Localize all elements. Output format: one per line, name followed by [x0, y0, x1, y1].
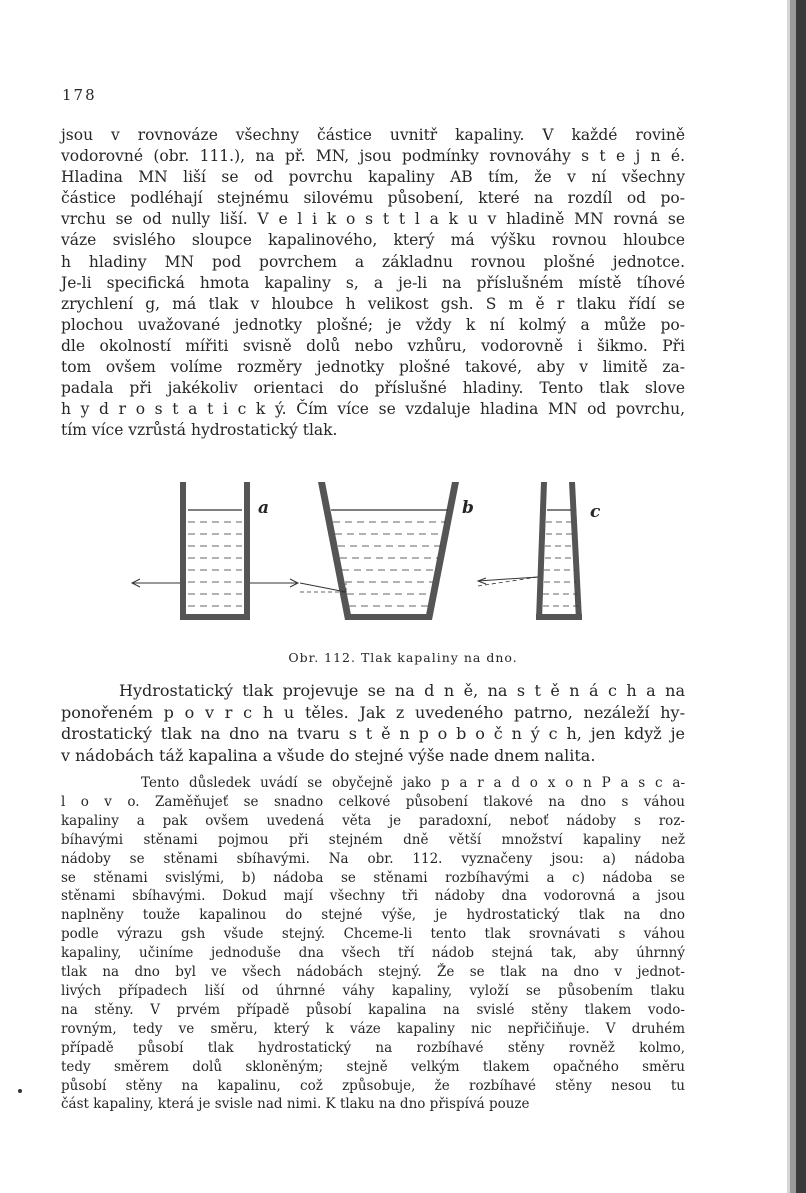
- text-line: kapaliny a pak ovšem uvedená věta je paradoxní, neboť nádoby s roz-: [61, 812, 685, 829]
- text-line: případě působí tlak hydrostatický na rozbíhavé stěny rovněž kolmo,: [61, 1039, 685, 1056]
- text-line: rovným, tedy ve směru, který k váze kapaliny nic nepřičiňuje. V druhém: [61, 1020, 685, 1037]
- text-line: vrchu se od nully liší. V e l i k o s t t l a k u v hladině MN rovná se: [61, 210, 685, 229]
- text-line: h hladiny MN pod povrchem a základnu rovnou plošné jednotce.: [61, 252, 685, 271]
- text-line: nádoby se stěnami sbíhavými. Na obr. 112. vyznačeny jsou: a) nádoba: [61, 850, 685, 867]
- label-c: c: [590, 502, 601, 522]
- text-line: dle okolností mířiti svisně dolů nebo vzhůru, vodorovně i šikmo. Při: [61, 336, 685, 355]
- text-line: na stěny. V prvém případě působí kapalina na svislé stěny tlakem vodo-: [61, 1001, 685, 1018]
- text-line: kapaliny, učiníme jednoduše dna všech tří nádob stejná tak, aby úhrnný: [61, 945, 685, 962]
- text-line: zrychlení g, má tlak v hloubce h velikost gsh. S m ě r tlaku řídí se: [61, 294, 685, 313]
- paragraph-hydrostatic-pressure: [61, 680, 685, 766]
- text-line: naplněny touže kapalinou do stejné výše, je hydrostatický tlak na dno: [61, 907, 685, 924]
- text-line: bíhavými stěnami pojmou při stejném dně větší množství kapaliny než: [61, 831, 685, 848]
- label-b: b: [462, 498, 474, 518]
- text-line: se stěnami svislými, b) nádoba se stěnami rozbíhavými a c) nádoba se: [61, 869, 685, 886]
- text-line: Tento důsledek uvádí se obyčejně jako p a r a d o x o n P a s c a-: [141, 775, 685, 791]
- figure-caption: Obr. 112. Tlak kapaliny na dno.: [288, 650, 518, 665]
- figure-vessels: [130, 480, 610, 640]
- text-line: drostatický tlak na dno na tvaru s t ě n p o b o č n ý c h, jen když je: [61, 724, 685, 743]
- text-line: jsou v rovnováze všechny částice uvnitř kapaliny. V každé rovině: [61, 126, 685, 144]
- vessel-b: [300, 482, 459, 620]
- text-line: tom ovšem volíme rozměry jednotky plošné takové, aby v limitě za-: [61, 358, 685, 377]
- text-line: tlak na dno byl ve všech nádobách stejný. Že se tlak na dno v jednot-: [61, 964, 685, 981]
- text-line: podle výrazu gsh všude stejný. Chceme-li tento tlak srovnávati s váhou: [61, 926, 685, 943]
- text-line: padala při jakékoliv orientaci do příslušné hladiny. Tento tlak slove: [61, 379, 685, 398]
- text-line: l o v o. Zaměňujeť se snadno celkové působení tlakové na dno s váhou: [61, 793, 685, 810]
- text-line: tím více vzrůstá hydrostatický tlak.: [61, 421, 338, 440]
- text-line: Hydrostatický tlak projevuje se na d n ě, na s t ě n á c h a na: [119, 681, 685, 700]
- text-line: částice podléhají stejnému silovému působení, které na rozdíl od po-: [61, 189, 685, 208]
- text-line: tedy směrem dolů skloněným; stejně velkým tlakem opačného směru: [61, 1058, 685, 1075]
- figure-diagram: [130, 480, 610, 640]
- text-line: plochou uvažované jednotky plošné; je vždy k ní kolmý a může po-: [61, 315, 685, 334]
- text-line: h y d r o s t a t i c k ý. Čím více se vzdaluje hladina MN od povrchu,: [61, 400, 685, 419]
- vessel-a: [132, 482, 298, 620]
- text-line: stěnami sbíhavými. Dokud mají všechny tři nádoby dna vodorovná a jsou: [61, 888, 685, 905]
- margin-dot: [18, 1089, 22, 1093]
- text-line: ponořeném p o v r c h u těles. Jak z uvedeného patrno, nezáleží hy-: [61, 702, 685, 722]
- text-line: v nádobách táž kapalina a všude do stejné výše nade dnem nalita.: [61, 745, 596, 765]
- label-a: a: [258, 498, 270, 518]
- page-edge-shadow: [784, 0, 806, 1193]
- text-line: část kapaliny, která je svisle nad nimi. K tlaku na dno přispívá pouze: [61, 1096, 530, 1113]
- text-line: livých případech liší od úhrnné váhy kapaliny, vyloží se působením tlaku: [61, 982, 685, 999]
- page-number: 178: [62, 86, 97, 104]
- text-line: Je-li specifická hmota kapaliny s, a je-li na příslušném místě tíhové: [61, 273, 685, 292]
- text-line: váze svislého sloupce kapalinového, který má výšku rovnou hloubce: [61, 231, 685, 250]
- text-line: působí stěny na kapalinu, což způsobuje, že rozbíhavé stěny nesou tu: [61, 1077, 685, 1094]
- vessel-c: [478, 482, 582, 620]
- paragraph-pressure-definition: [61, 125, 685, 441]
- text-line: vodorovné (obr. 111.), na př. MN, jsou podmínky rovnováhy s t e j n é.: [61, 147, 685, 166]
- text-line: Hladina MN liší se od povrchu kapaliny AB tím, že v ní všechny: [61, 168, 685, 187]
- paragraph-pascal-paradox: [61, 774, 685, 1114]
